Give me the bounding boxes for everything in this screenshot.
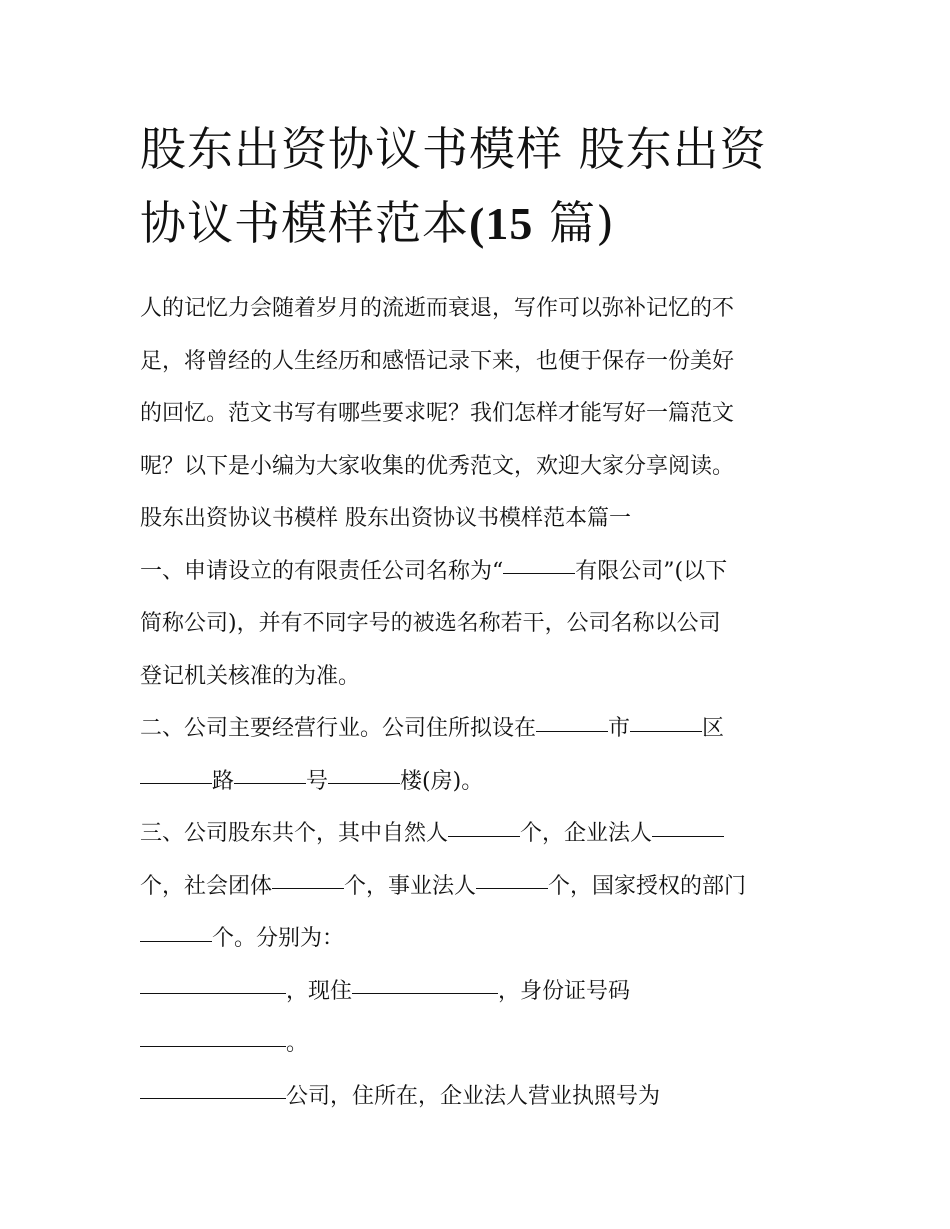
clause-3-line-2	[140, 861, 830, 914]
clause-3-text-d: 个，事业法人	[344, 873, 477, 899]
clause-1-line-3: 登记机关核准的为准。	[140, 663, 361, 689]
natural-person-blank	[448, 835, 520, 837]
company-text-a: 公司，住所在，企业法人营业执照号为	[286, 1083, 661, 1109]
clause-2-text-b: 市	[608, 716, 631, 741]
clause-2-line-1	[140, 703, 830, 756]
title-count: (15	[469, 198, 534, 249]
document-title	[140, 112, 830, 261]
clause-3-text-e: 个，国家授权的部门	[548, 873, 747, 899]
shareholder-person-line-2	[140, 1018, 830, 1071]
building-blank	[328, 782, 400, 784]
clause-3-text-f: 个。分别为：	[212, 926, 345, 951]
shareholder-person-line-1	[140, 966, 830, 1019]
clause-3-text-a: 三、公司股东共个，其中自然人	[140, 821, 449, 846]
clause-2-text-c: 区	[702, 716, 725, 741]
clause-2-line-2	[140, 756, 830, 809]
clause-2-text-a: 二、公司主要经营行业。公司住所拟设在	[140, 716, 537, 741]
person-text-c: 。	[286, 1031, 309, 1056]
state-department-blank	[140, 940, 212, 942]
clause-3-text-b: 个，企业法人	[520, 821, 653, 846]
intro-line-2: 足，将曾经的人生经历和感悟记录下来，也便于保存一份美好	[140, 348, 735, 374]
id-number-blank	[140, 1045, 286, 1047]
intro-line-3: 的回忆。范文书写有哪些要求呢？我们怎样才能写好一篇范文	[140, 401, 735, 426]
corporate-blank	[652, 835, 724, 837]
clause-2-text-d: 路	[212, 768, 235, 794]
clause-3-line-1	[140, 808, 830, 861]
title-line-2	[140, 186, 830, 261]
shareholder-company-line	[140, 1071, 830, 1124]
title-line-1: 股东出资协议书模样 股东出资	[140, 122, 767, 176]
city-blank	[536, 730, 608, 732]
title-line-2-prefix: 协议书模样范本	[140, 196, 469, 250]
district-blank	[630, 730, 702, 732]
clause-1-text-a: 一、申请设立的有限责任公司名称为“	[140, 558, 504, 584]
clause-2-text-f: 楼(房)。	[400, 768, 484, 794]
title-line-2-suffix: 篇)	[533, 196, 615, 250]
clause-3-line-3	[140, 913, 830, 966]
company-blank	[140, 1097, 286, 1099]
person-text-a: ，现住	[286, 978, 353, 1004]
address-blank	[352, 992, 498, 994]
person-name-blank	[140, 992, 286, 994]
clause-1-line-1	[140, 546, 830, 599]
person-text-b: ，身份证号码	[498, 978, 631, 1004]
company-name-blank	[503, 572, 575, 574]
public-institution-blank	[476, 887, 548, 889]
document-body	[140, 283, 830, 1123]
intro-line-4: 呢？以下是小编为大家收集的优秀范文，欢迎大家分享阅读。	[140, 453, 735, 479]
document-page	[140, 112, 830, 1123]
clause-1-line-2: 简称公司)，并有不同字号的被选名称若干，公司名称以公司	[140, 611, 721, 636]
social-group-blank	[272, 887, 344, 889]
road-blank	[140, 782, 212, 784]
clause-2-text-e: 号	[306, 768, 329, 794]
section-heading: 股东出资协议书模样 股东出资协议书模样范本篇一	[140, 506, 631, 531]
intro-line-1: 人的记忆力会随着岁月的流逝而衰退，写作可以弥补记忆的不	[140, 296, 735, 321]
clause-3-text-c: 个，社会团体	[140, 873, 273, 899]
number-blank	[234, 782, 306, 784]
clause-1-text-b: 有限公司”(以下	[575, 558, 728, 584]
